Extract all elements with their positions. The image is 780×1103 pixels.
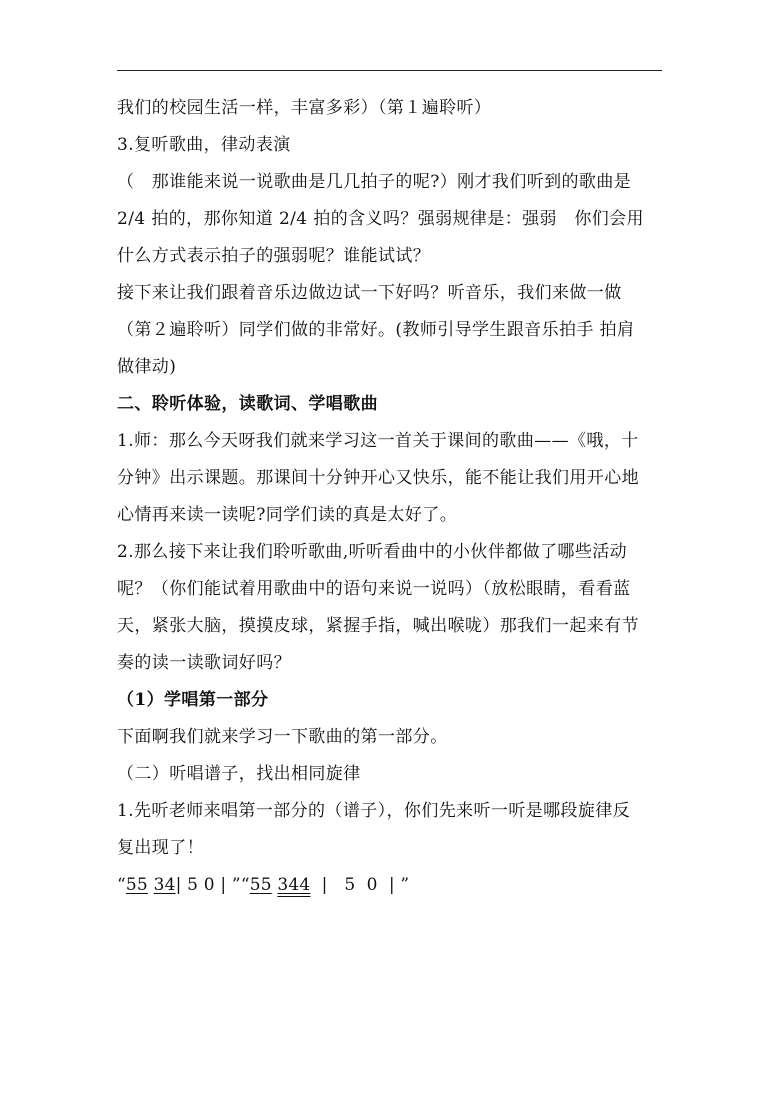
text-line: （第２遍聆听）同学们做的非常好。(教师引导学生跟音乐拍手 拍肩 <box>117 320 635 340</box>
text-line: 天，紧张大脑，摸摸皮球，紧握手指，喊出喉咙）那我们一起来有节 <box>117 616 639 636</box>
note-group: 344 <box>277 875 311 895</box>
music-notation <box>117 875 665 895</box>
text-line: 2.那么接下来让我们聆听歌曲,听听看曲中的小伙伴都做了哪些活动 <box>117 542 628 562</box>
note-group: 34 <box>153 875 176 895</box>
section-step-3: 3.复听歌曲，律动表演 <box>117 135 291 155</box>
note-group: 55 <box>125 875 148 895</box>
text-line: 呢？（你们能试着用歌曲中的语句来说一说吗）（放松眼睛，看看蓝 <box>117 579 631 599</box>
subsection-heading-2: （二）听唱谱子，找出相同旋律 <box>117 764 361 784</box>
text-line: 1.师：那么今天呀我们就来学习这一首关于课间的歌曲——《哦，十 <box>117 431 639 451</box>
text-line: 1.先听老师来唱第一部分的（谱子），你们先来听一听是哪段旋律反 <box>117 801 631 821</box>
note-rest: | 5 0 | ” <box>310 875 410 895</box>
quote-open: “ <box>117 875 126 895</box>
text-line: 2/4 拍的，那你知道 2/4 拍的含义吗？强弱规律是：强弱 你们会用 <box>117 209 644 229</box>
text-line: （ 那谁能来说一说歌曲是几几拍子的呢?）刚才我们听到的歌曲是 <box>117 172 632 192</box>
text-line: 奏的读一读歌词好吗？ <box>117 653 291 673</box>
note-rest: | 5 0 | ” <box>175 875 241 895</box>
quote-open: “ <box>240 875 250 895</box>
text-line: 我们的校园生活一样，丰富多彩）（第１遍聆听） <box>117 98 492 118</box>
document-body <box>117 98 665 912</box>
text-line: 做律动) <box>117 357 177 377</box>
text-line: 接下来让我们跟着音乐边做边试一下好吗？听音乐，我们来做一做 <box>117 283 622 303</box>
header-rule <box>117 70 662 71</box>
section-heading-2: 二、聆听体验，读歌词、学唱歌曲 <box>117 394 378 414</box>
subsection-heading-1: （1）学唱第一部分 <box>117 690 269 710</box>
text-line: 分钟》出示课题。那课间十分钟开心又快乐，能不能让我们用开心地 <box>117 468 639 488</box>
note-group: 55 <box>249 875 272 895</box>
text-line: 什么方式表示拍子的强弱呢？谁能试试？ <box>117 246 431 266</box>
text-line: 复出现了！ <box>117 838 204 858</box>
text-line: 下面啊我们就来学习一下歌曲的第一部分。 <box>117 727 448 747</box>
text-line: 心情再来读一读呢?同学们读的真是太好了。 <box>117 505 458 525</box>
